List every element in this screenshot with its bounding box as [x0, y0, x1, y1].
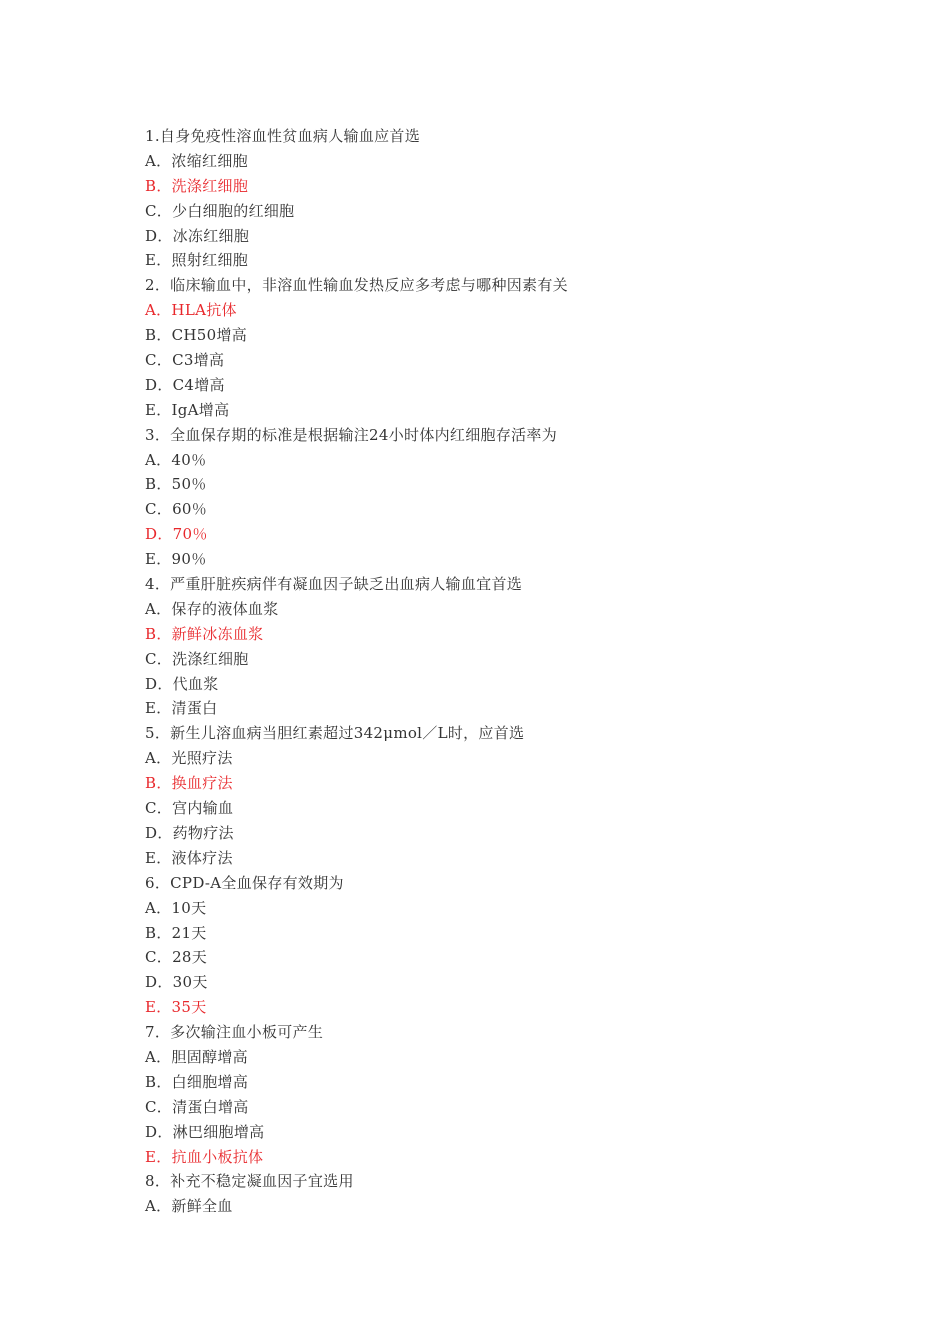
- option-line: B．白细胞增高: [145, 1072, 249, 1091]
- option-line: B．50％: [145, 475, 207, 494]
- option-line: C．宫内输血: [145, 799, 234, 818]
- correct-option-line: A．HLA抗体: [145, 301, 237, 320]
- question-line: 7．多次输注血小板可产生: [145, 1023, 324, 1042]
- question-line: 5．新生儿溶血病当胆红素超过342μmol／L时，应首选: [145, 724, 525, 743]
- correct-option-line: B．新鲜冰冻血浆: [145, 624, 264, 643]
- question-line: 1.自身免疫性溶血性贫血病人输血应首选: [145, 127, 421, 145]
- question-line: 2．临床输血中，非溶血性输血发热反应多考虑与哪种因素有关: [145, 276, 568, 295]
- option-line: E．照射红细胞: [145, 251, 249, 270]
- correct-option-line: B．换血疗法: [145, 774, 233, 793]
- option-line: E．清蛋白: [145, 699, 218, 718]
- correct-option-line: D．70％: [145, 525, 208, 544]
- option-line: D．药物疗法: [145, 823, 234, 842]
- option-line: D．代血浆: [145, 674, 219, 693]
- option-line: D．淋巴细胞增高: [145, 1122, 265, 1141]
- option-line: E．液体疗法: [145, 848, 233, 867]
- option-line: E．90％: [145, 550, 207, 569]
- option-line: C．60％: [145, 500, 208, 519]
- question-line: 4．严重肝脏疾病伴有凝血因子缺乏出血病人输血宜首选: [145, 575, 523, 594]
- correct-option-line: E．抗血小板抗体: [145, 1147, 264, 1166]
- option-line: C．少白细胞的红细胞: [145, 201, 295, 220]
- option-line: A．保存的液体血浆: [145, 599, 279, 618]
- option-line: D．冰冻红细胞: [145, 226, 250, 245]
- question-line: 8．补充不稳定凝血因子宜选用: [145, 1172, 354, 1191]
- option-line: C．C3增高: [145, 351, 225, 370]
- option-line: A．10天: [145, 898, 207, 917]
- option-line: A．胆固醇增高: [145, 1047, 248, 1066]
- option-line: D．30天: [145, 973, 208, 992]
- option-line: C．洗涤红细胞: [145, 649, 249, 668]
- question-line: 6．CPD-A全血保存有效期为: [145, 873, 344, 892]
- correct-option-line: E．35天: [145, 998, 207, 1017]
- option-line: B．21天: [145, 923, 207, 942]
- option-line: A．光照疗法: [145, 749, 233, 768]
- option-line: E．IgA增高: [145, 400, 230, 419]
- correct-option-line: B．洗涤红细胞: [145, 176, 249, 195]
- option-line: B．CH50增高: [145, 326, 248, 345]
- document-body: [145, 124, 845, 1219]
- option-line: A．40％: [145, 450, 207, 469]
- option-line: C．清蛋白增高: [145, 1097, 249, 1116]
- option-line: A．新鲜全血: [145, 1197, 233, 1216]
- option-line: D．C4增高: [145, 375, 225, 394]
- option-line: C．28天: [145, 948, 208, 967]
- question-line: 3．全血保存期的标准是根据输注24小时体内红细胞存活率为: [145, 425, 558, 444]
- option-line: A．浓缩红细胞: [145, 151, 248, 170]
